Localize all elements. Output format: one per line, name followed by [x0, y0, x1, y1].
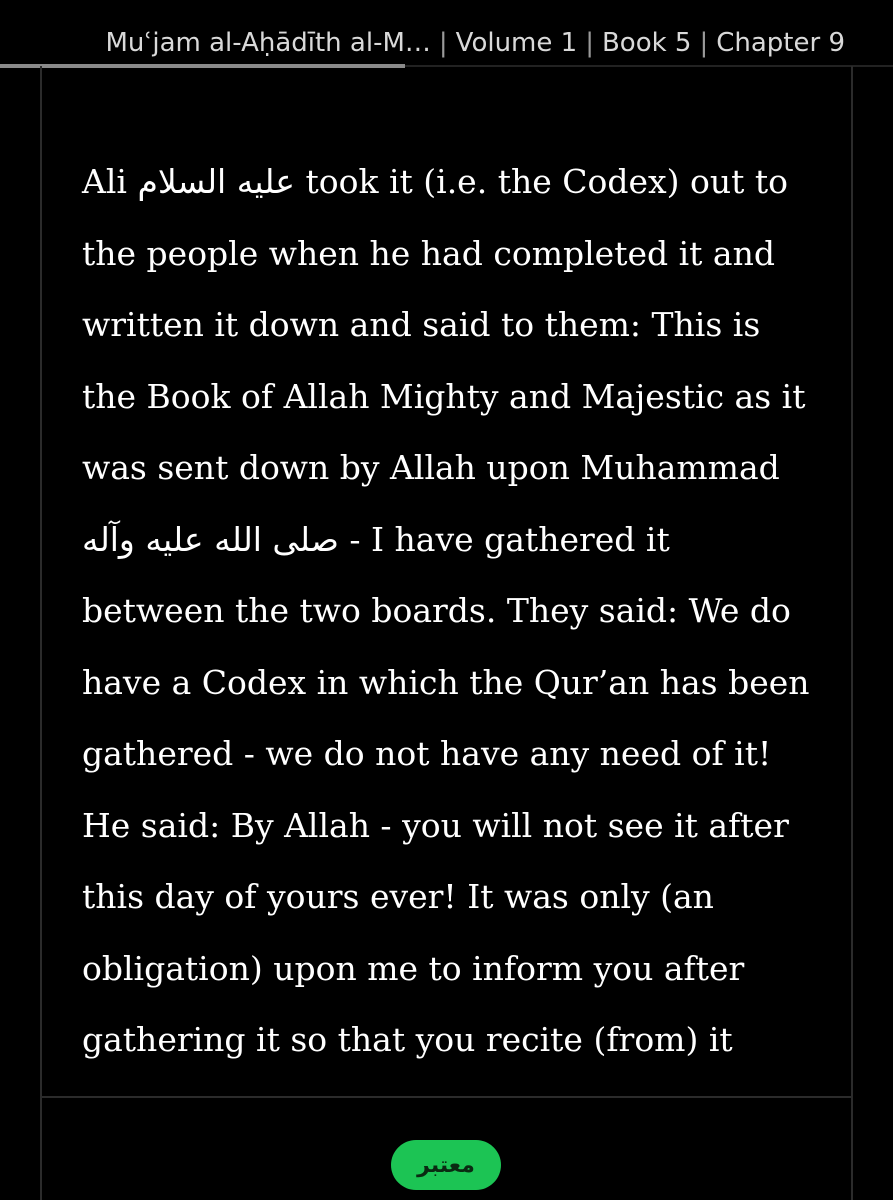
text-line: have a Codex in which the Qur’an has been: [82, 662, 810, 702]
hadith-english-text: [82, 146, 822, 1076]
grading-badge[interactable]: معتبر: [391, 1140, 501, 1190]
breadcrumb-book[interactable]: Book 5: [601, 28, 692, 58]
breadcrumb-separator: |: [585, 28, 594, 58]
text-line: this day of yours ever! It was only (an: [82, 877, 714, 916]
text-line: was sent down by Allah upon Muhammad: [82, 448, 780, 487]
breadcrumb-chapter[interactable]: Chapter 9: [716, 28, 845, 58]
text-line: He said: By Allah - you will not see it after: [82, 805, 789, 845]
text-line: the Book of Allah Mighty and Majestic as it: [82, 376, 806, 416]
text-line: Ali عليه السلام took it (i.e. the Codex) out to: [82, 162, 788, 201]
breadcrumb-separator: |: [438, 28, 448, 58]
text-line: obligation) upon me to inform you after: [82, 948, 745, 988]
card-footer-divider: [40, 1096, 853, 1098]
text-line: صلى الله عليه وآله - I have gathered it: [82, 519, 670, 559]
breadcrumb-volume[interactable]: Volume 1: [455, 28, 578, 58]
text-line: written it down and said to them: This is: [82, 305, 761, 344]
text-line: between the two boards. They said: We do: [82, 591, 791, 630]
honorific-arabic: صلى الله عليه وآله: [82, 519, 339, 559]
text-line: gathering it so that you recite (from) it: [82, 1020, 733, 1059]
text-line: the people when he had completed it and: [82, 233, 775, 273]
text-line: gathered - we do not have any need of it!: [82, 734, 772, 773]
top-edge: [0, 0, 893, 6]
breadcrumb-separator: |: [699, 28, 709, 58]
breadcrumb: [0, 22, 893, 64]
breadcrumb-book-title[interactable]: Muʿjam al-Aḥādīth al-M…: [105, 28, 431, 58]
honorific-arabic: عليه السلام: [137, 162, 295, 201]
